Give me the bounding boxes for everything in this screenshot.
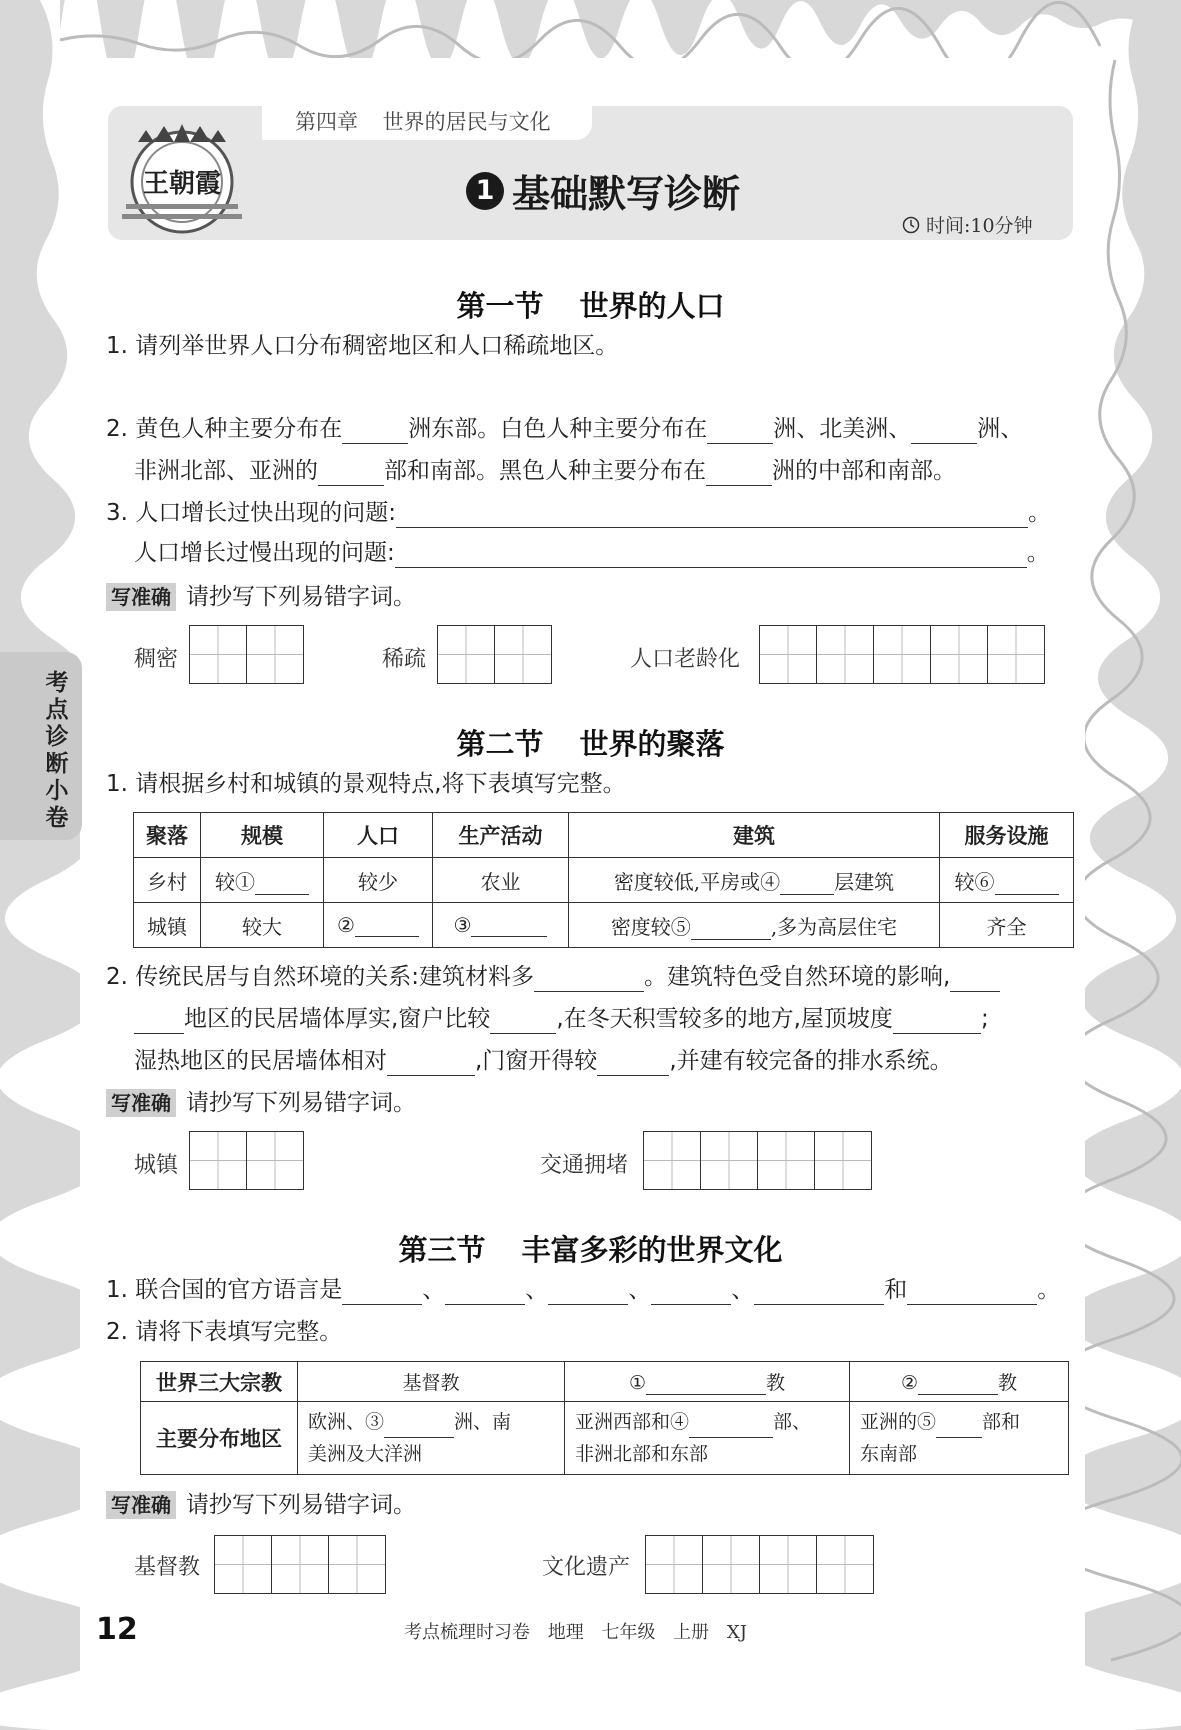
answer-blank[interactable] xyxy=(490,1009,556,1034)
writing-grid[interactable] xyxy=(759,625,1045,684)
answer-blank[interactable] xyxy=(691,919,771,940)
s1-question-3-line1: 3. 人口增长过快出现的问题: 。 xyxy=(106,500,1052,526)
writing-grid[interactable] xyxy=(189,1131,304,1190)
answer-blank[interactable] xyxy=(950,967,1000,992)
answer-blank[interactable] xyxy=(646,1374,766,1395)
writing-grid[interactable] xyxy=(645,1535,874,1594)
table-header: 世界三大宗教 xyxy=(141,1362,298,1402)
word-label: 城镇 xyxy=(134,1153,179,1178)
section-title-1: 第一节 世界的人口 xyxy=(456,289,725,323)
section-title-3: 第三节 丰富多彩的世界文化 xyxy=(398,1233,783,1267)
s1-question-1: 1. 请列举世界人口分布稠密地区和人口稀疏地区。 xyxy=(106,333,619,359)
page-number: 12 xyxy=(96,1612,138,1647)
answer-blank[interactable] xyxy=(534,967,644,992)
s2-question-2-line1: 2. 传统民居与自然环境的关系:建筑材料多 。建筑特色受自然环境的影响, xyxy=(106,962,1000,992)
settlement-table xyxy=(133,812,1074,948)
answer-blank[interactable] xyxy=(651,1280,731,1305)
answer-blank[interactable] xyxy=(907,1280,1037,1305)
answer-blank[interactable] xyxy=(689,1417,773,1438)
footer-text: 考点梳理时习卷 地理 七年级 上册 XJ xyxy=(404,1622,747,1643)
decorative-border-top xyxy=(0,0,1181,58)
table-header: 聚落 xyxy=(134,813,201,858)
answer-blank[interactable] xyxy=(780,874,834,895)
answer-blank[interactable] xyxy=(597,1051,669,1076)
writing-grid[interactable] xyxy=(214,1535,386,1594)
write-tag: 写准确 xyxy=(106,583,176,611)
time-text: 时间:10分钟 xyxy=(926,215,1033,237)
table-row xyxy=(141,1402,1069,1475)
answer-blank[interactable] xyxy=(706,461,772,486)
answer-blank[interactable] xyxy=(342,419,408,444)
word-label: 稀疏 xyxy=(382,647,427,672)
brand-logo xyxy=(108,112,256,236)
s2-write-instruction: 写准确 请抄写下列易错字词。 xyxy=(106,1088,416,1118)
clock-icon xyxy=(902,216,920,234)
logo-text: 王朝霞 xyxy=(142,169,222,199)
writing-grid[interactable] xyxy=(643,1131,872,1190)
table-header: 规模 xyxy=(201,813,324,858)
table-cell: ① 教 xyxy=(565,1362,850,1402)
chapter-title: 第四章 世界的居民与文化 xyxy=(295,110,551,134)
religion-table xyxy=(140,1361,1069,1475)
write-tag: 写准确 xyxy=(106,1491,176,1519)
s2-question-2-line3: 湿热地区的民居墙体相对 ,门窗开得较 ,并建有较完备的排水系统。 xyxy=(134,1048,953,1074)
word-label: 人口老龄化 xyxy=(630,647,741,672)
side-tab-label: 考点诊断小卷 xyxy=(45,670,69,831)
s1-question-2-line2: 非洲北部、亚洲的 部和南部。黑色人种主要分布在 洲的中部和南部。 xyxy=(134,458,956,484)
s1-question-3-line2: 人口增长过慢出现的问题: 。 xyxy=(134,540,1050,566)
answer-blank[interactable] xyxy=(548,1280,628,1305)
table-header: 生产活动 xyxy=(433,813,569,858)
table-row: 城镇 较大 ② ③ 密度较⑤ ,多为高层住宅 齐全 xyxy=(134,903,1074,948)
s1-question-2-line1: 2. 黄色人种主要分布在 洲东部。白色人种主要分布在 洲、北美洲、 洲、 xyxy=(106,416,1024,442)
answer-blank[interactable] xyxy=(893,1009,981,1034)
word-label: 基督教 xyxy=(134,1555,201,1580)
title-number: 1 xyxy=(466,172,504,210)
time-limit xyxy=(902,211,1033,238)
s3-question-1: 1. 联合国的官方语言是 、 、 、 、 和 。 xyxy=(106,1277,1061,1303)
s2-question-2-line2: 地区的民居墙体厚实,窗户比较 ,在冬天积雪较多的地方,屋顶坡度 ; xyxy=(134,1004,989,1034)
word-label: 文化遗产 xyxy=(542,1555,631,1580)
title-text: 基础默写诊断 xyxy=(512,172,741,216)
word-label: 稠密 xyxy=(134,647,179,672)
answer-blank[interactable] xyxy=(911,419,977,444)
table-header: 服务设施 xyxy=(940,813,1074,858)
writing-grid[interactable] xyxy=(189,625,304,684)
writing-grid[interactable] xyxy=(437,625,552,684)
table-header: 人口 xyxy=(324,813,433,858)
write-tag: 写准确 xyxy=(106,1089,176,1117)
s3-question-2: 2. 请将下表填写完整。 xyxy=(106,1319,343,1345)
answer-blank[interactable] xyxy=(918,1374,998,1395)
answer-blank[interactable] xyxy=(134,1009,184,1034)
answer-blank[interactable] xyxy=(384,1417,454,1438)
answer-blank[interactable] xyxy=(395,543,1027,568)
s3-write-instruction: 写准确 请抄写下列易错字词。 xyxy=(106,1490,416,1520)
answer-blank[interactable] xyxy=(936,1417,982,1438)
table-cell: 基督教 xyxy=(298,1362,565,1402)
section-title-2: 第二节 世界的聚落 xyxy=(456,727,725,761)
answer-blank[interactable] xyxy=(471,916,547,937)
main-title xyxy=(466,163,740,218)
answer-blank[interactable] xyxy=(396,503,1028,528)
answer-blank[interactable] xyxy=(255,874,309,895)
answer-blank[interactable] xyxy=(318,461,384,486)
table-cell: 欧洲、③ 洲、南 美洲及大洋洲 xyxy=(298,1402,565,1475)
table-cell: ② 教 xyxy=(850,1362,1069,1402)
answer-blank[interactable] xyxy=(445,1280,525,1305)
answer-blank[interactable] xyxy=(707,419,773,444)
word-label: 交通拥堵 xyxy=(540,1153,629,1178)
table-header: 建筑 xyxy=(569,813,940,858)
answer-blank[interactable] xyxy=(387,1051,475,1076)
table-cell: 亚洲的⑤ 部和 东南部 xyxy=(850,1402,1069,1475)
decorative-border-left xyxy=(0,0,80,1730)
s1-write-instruction: 写准确 请抄写下列易错字词。 xyxy=(106,582,416,612)
table-header: 主要分布地区 xyxy=(141,1402,298,1475)
s2-question-1: 1. 请根据乡村和城镇的景观特点,将下表填写完整。 xyxy=(106,771,626,797)
answer-blank[interactable] xyxy=(995,874,1059,895)
answer-blank[interactable] xyxy=(754,1280,884,1305)
table-cell: 亚洲西部和④ 部、 非洲北部和东部 xyxy=(565,1402,850,1475)
table-row: 乡村 较① 较少 农业 密度较低,平房或④ 层建筑 较⑥ xyxy=(134,858,1074,903)
answer-blank[interactable] xyxy=(355,916,419,937)
answer-blank[interactable] xyxy=(342,1280,422,1305)
decorative-border-right xyxy=(1085,0,1181,1730)
